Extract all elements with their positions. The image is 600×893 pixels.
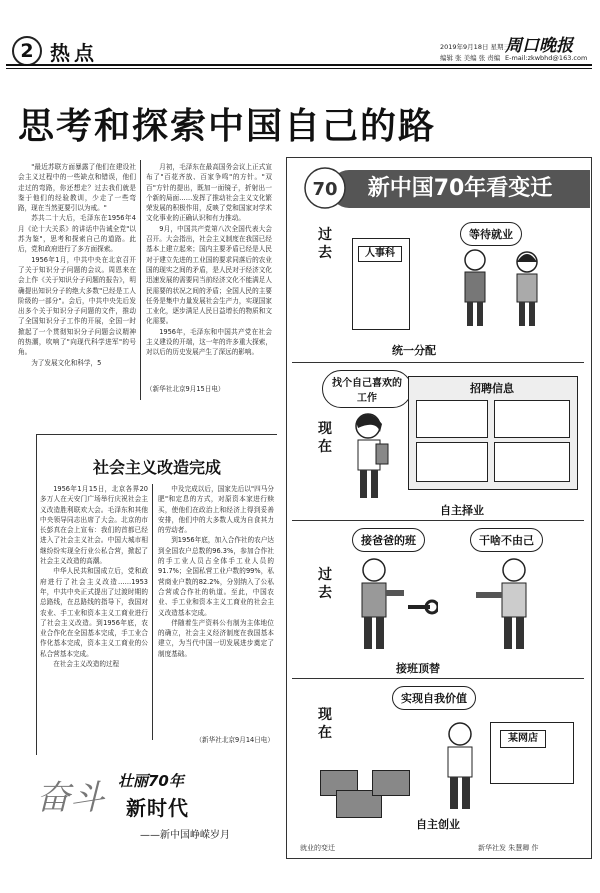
anniversary-logo	[300, 166, 350, 212]
issue-date: 2019年9月18日 星期三	[440, 43, 511, 51]
section-title: 热点	[50, 41, 98, 65]
paragraph: "最近苏联方面暴露了他们在建设社会主义过程中的一些缺点和错误，他们走过的弯路，你还想走？过去我们就是鉴于他们的经验教训，少走了一些弯路，现在当然更要引以为戒。"	[18, 163, 136, 213]
scene-divider	[292, 678, 584, 679]
paragraph: 伴随着生产资料公有制为主体地位的确立，社会主义经济制度在我国基本建立，为当代中国一切发展进步奠定了制度基础。	[158, 618, 274, 658]
waiting-woman-figure	[510, 250, 544, 328]
scene1-era: 过去	[318, 227, 332, 261]
main-headline: 思考和探索中国自己的路	[18, 105, 437, 147]
posting-card	[494, 400, 570, 438]
scene2-sign: 招聘信息	[470, 382, 514, 395]
paragraph: 苏共二十大后，毛泽东在1956年4月《论十大关系》的讲话中告诫全党"以苏为鉴"，思考和探索自己的道路。此后，党和政府进行了多方面探索。	[18, 214, 136, 254]
series-brush-logo: 奋斗	[36, 778, 104, 818]
scene4-caption: 自主创业	[416, 818, 460, 831]
scene2-caption: 自主择业	[440, 504, 484, 517]
column-divider	[152, 484, 153, 740]
series-line3: ——新中国峥嵘岁月	[140, 830, 230, 841]
paragraph: 9月，中国共产党第八次全国代表大会召开。大会指出，社会主义制度在我国已经基本上建立起来；国内主要矛盾已经是人民对于建立先进的工业国的要求同落后的农业国的现实之间的矛盾，是人民对于经济文化迅速发展的需要同当前经济文化不能满足人民需要的状况之间的矛盾；全国人民的主要任务是集中力量发展社会生产力，实现国家工业化，逐步满足人民日益增长的物质和文化需要。	[146, 224, 272, 326]
cartoon-credit: 新华社发 朱慧卿 作	[478, 844, 539, 852]
posting-card	[416, 442, 488, 482]
article1-col1	[18, 162, 136, 410]
paragraph: 1956年1月15日，北京各界20多万人在天安门广场举行庆祝社会主义改造胜利联欢大会。毛泽东和其他中央领导同志出席了大会。北京的市长彭真在会上宣布：我们的首都已经进入了社会主义社会。中国大城市相继纷纷实现全行业公私合营，掀起了社会主义改造的高潮。	[40, 485, 148, 566]
scene4-sign: 某网店	[500, 730, 546, 748]
scene1-caption: 统一分配	[392, 344, 436, 357]
scene4-bubble: 实现自我价值	[392, 686, 476, 710]
header-rule-thin	[6, 68, 592, 69]
paragraph: 到1956年底，加入合作社的农户达到全国农户总数的96.3%，参加合作社的手工业人员占全体手工业人员的91.7%；全国私营工业户数的99%，私营商业户数的82.2%，分别纳入了公私合营或合作社的轨道。至此，中国农业、手工业和资本主义工商业的社会主义改造基本完成。	[158, 536, 274, 617]
paragraph: 在社会主义改造的过程	[53, 660, 120, 669]
posting-card	[416, 400, 488, 438]
job-seeker-figure	[346, 410, 396, 500]
paragraph: 1956年1月，中共中央在北京召开了关于知识分子问题的会议。周恩来在会上作《关于知识分子问题的报告》，明确提出知识分子的绝大多数"已经是工人阶级的一部分"。会后，中共中央先后发出多个关于知识分子问题的文件，推动了全国知识分子工作的开展，全国一时掀起了一个贯彻知识分子问题会议精神的热潮，吹响了"向现代科学进军"的号角。	[18, 255, 136, 357]
paragraph: 中华人民共和国成立后，党和政府进行了社会主义改造……1953年，中共中央正式提出了过渡时期的总路线，在总路线的指导下，我国对农业、手工业和资本主义工商业进行了社会主义改造。到1956年底，农业合作化在全国基本完成，手工业合作化基本完成，资本主义工商业的公私合营基本完成。	[40, 567, 148, 658]
logo-number: 70	[312, 179, 338, 200]
editor-line: 编辑 张 美编 张 责编	[440, 54, 501, 62]
article2-col2	[158, 484, 274, 724]
header-rule	[6, 64, 592, 66]
column-divider	[140, 160, 141, 400]
son-figure	[470, 556, 540, 652]
cartoon-banner: 新中国70年看变迁	[330, 170, 590, 208]
series-line1: 壮丽70年	[118, 772, 184, 790]
paragraph: 月初，毛泽东在最高国务会议上正式宣布了"百花齐放、百家争鸣"的方针。"双百"方针的提出，既加一面镜子，折射出一个新的局面……发挥了推动社会主义文化繁荣发展的积极作用，反映了党和国家对学术文化事业的正确认识和有力推动。	[146, 163, 272, 223]
scene3-era: 过去	[318, 567, 332, 601]
scene1-bubble: 等待就业	[460, 222, 522, 246]
paragraph: 1956年，毛泽东和中国共产党在社会主义建设的开端，这一年的许多重大探索，对以后的历史发展产生了深远的影响。	[146, 327, 272, 357]
article2-title: 社会主义改造完成	[92, 458, 221, 477]
email-address: E-mail:zkwbhd@163.com	[505, 54, 588, 62]
scene3-caption: 接班顶替	[396, 662, 440, 675]
article1-col2	[146, 162, 272, 384]
article2-credit: （新华社北京9月14日电）	[195, 736, 274, 744]
scene2-era: 现在	[318, 421, 332, 455]
scene3-bubble: 接爸爸的班	[352, 528, 425, 552]
scene4-era: 现在	[318, 707, 332, 741]
scene1-sign: 人事科	[358, 246, 402, 262]
scene-divider	[292, 362, 584, 363]
parcel-box	[372, 770, 410, 796]
article1-credit: （新华社北京9月15日电）	[146, 385, 225, 393]
paragraph: 为了发展文化和科学，5	[31, 358, 102, 367]
scene-divider	[292, 520, 584, 521]
scene3-bubble2: 干啥不由己	[470, 528, 543, 552]
article2-col1	[40, 484, 148, 740]
posting-card	[494, 442, 570, 482]
entrepreneur-figure	[436, 720, 486, 812]
waiting-man-figure	[458, 248, 492, 328]
wrench-icon	[406, 596, 438, 618]
scene2-bubble: 找个自己喜欢的工作	[322, 370, 412, 408]
cartoon-title: 就业的变迁	[300, 844, 335, 852]
series-line2: 新时代	[126, 796, 189, 820]
father-figure	[346, 556, 406, 652]
masthead-logo: 周口晚报	[505, 36, 573, 56]
page-number: 2	[12, 36, 42, 66]
paragraph: 中及完成以后，国家先后以"四马分肥"和定息的方式，对原资本家进行赎买，使他们在政治上和经济上得到妥善安排，他们中的大多数人成为自食其力的劳动者。	[158, 485, 274, 535]
